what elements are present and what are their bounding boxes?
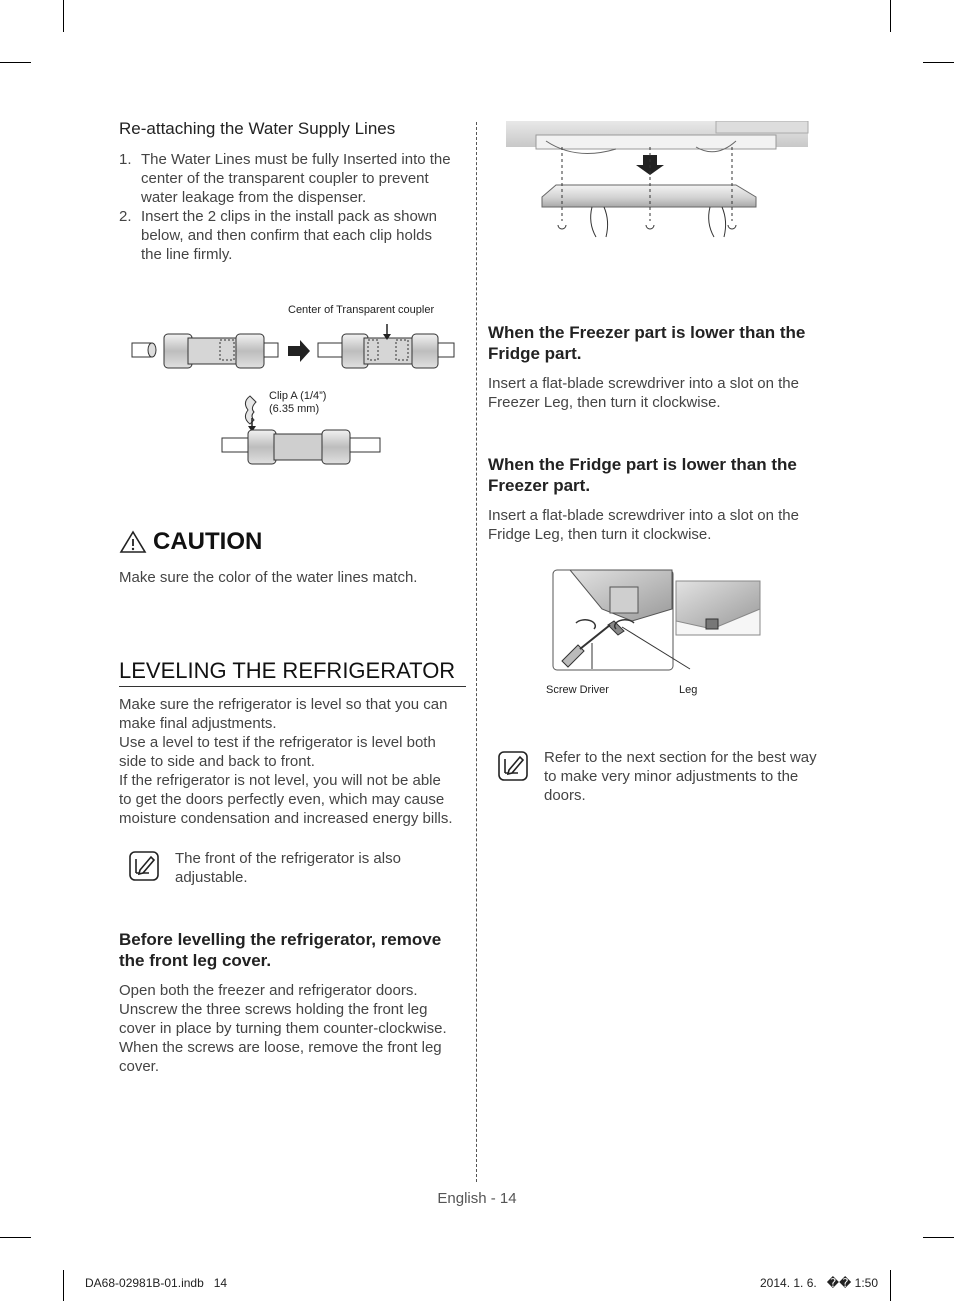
leveling-note: The front of the refrigerator is also adjustable. <box>175 850 401 886</box>
fridge-lower-text: Insert a flat-blade screwdriver into a slot on the Fridge Leg, then turn it clockwise. <box>488 507 799 543</box>
fridge-lower-heading: When the Fridge part is lower than the Freezer part. <box>488 455 797 495</box>
crop-mark <box>890 0 891 32</box>
crop-mark <box>923 1237 954 1238</box>
crop-mark <box>890 1270 891 1301</box>
label-center-coupler: Center of Transparent coupler <box>288 304 435 316</box>
leveling-title: LEVELING THE REFRIGERATOR <box>119 658 466 687</box>
leg-cover-heading: Before levelling the refrigerator, remove the front leg cover. <box>119 930 442 970</box>
label-clip: Clip A (1/4”) (6.35 mm) <box>269 390 327 415</box>
label-leg: Leg <box>679 684 698 696</box>
leveling-text: Make sure the refrigerator is level so that you can make final adjustments. Use a level to test if the refrigerator is level both side to side and back to front. If the refrigerator is not level, you will not be able to get the doors perfectly even, which may cause moisture condensation and increased energy bills. <box>119 696 453 827</box>
crop-mark <box>63 0 64 32</box>
page-number: English - 14 <box>437 1190 517 1207</box>
caution-heading: CAUTION <box>119 528 262 556</box>
column-divider <box>476 122 477 1182</box>
note-icon <box>498 751 528 781</box>
step-item: 1. The Water Lines must be fully Inserted into the center of the transparent coupler to prevent water leakage from the dispenser. <box>119 151 451 206</box>
caution-text: Make sure the color of the water lines match. <box>119 569 418 586</box>
water-lines-steps <box>119 150 469 264</box>
crop-mark <box>923 62 954 63</box>
freezer-lower-text: Insert a flat-blade screwdriver into a slot on the Freezer Leg, then turn it clockwise. <box>488 375 799 411</box>
leg-cover-text: Open both the freezer and refrigerator doors. Unscrew the three screws holding the front leg cover in place by turning them counter-clockwise. When the screws are loose, remove the front leg cover. <box>119 982 447 1075</box>
note-icon <box>129 851 159 881</box>
step-item: 2. Insert the 2 clips in the install pack as shown below, and then confirm that each clip holds the line firmly. <box>119 208 437 263</box>
crop-mark <box>63 1270 64 1301</box>
footer-date: 2014. 1. 6. �� 1:50 <box>760 1276 879 1290</box>
water-lines-heading: Re-attaching the Water Supply Lines <box>119 119 396 138</box>
crop-mark <box>0 62 31 63</box>
right-note: Refer to the next section for the best way to make very minor adjustments to the doors. <box>544 749 817 804</box>
freezer-lower-heading: When the Freezer part is lower than the Fridge part. <box>488 323 806 363</box>
leg-cover-illustration <box>506 121 810 241</box>
crop-mark <box>0 1237 31 1238</box>
warning-icon <box>119 530 147 554</box>
screwdriver-leg-illustration <box>552 569 762 673</box>
label-screwdriver: Screw Driver <box>546 684 609 696</box>
footer-file: DA68-02981B-01.indb 14 <box>85 1276 228 1290</box>
